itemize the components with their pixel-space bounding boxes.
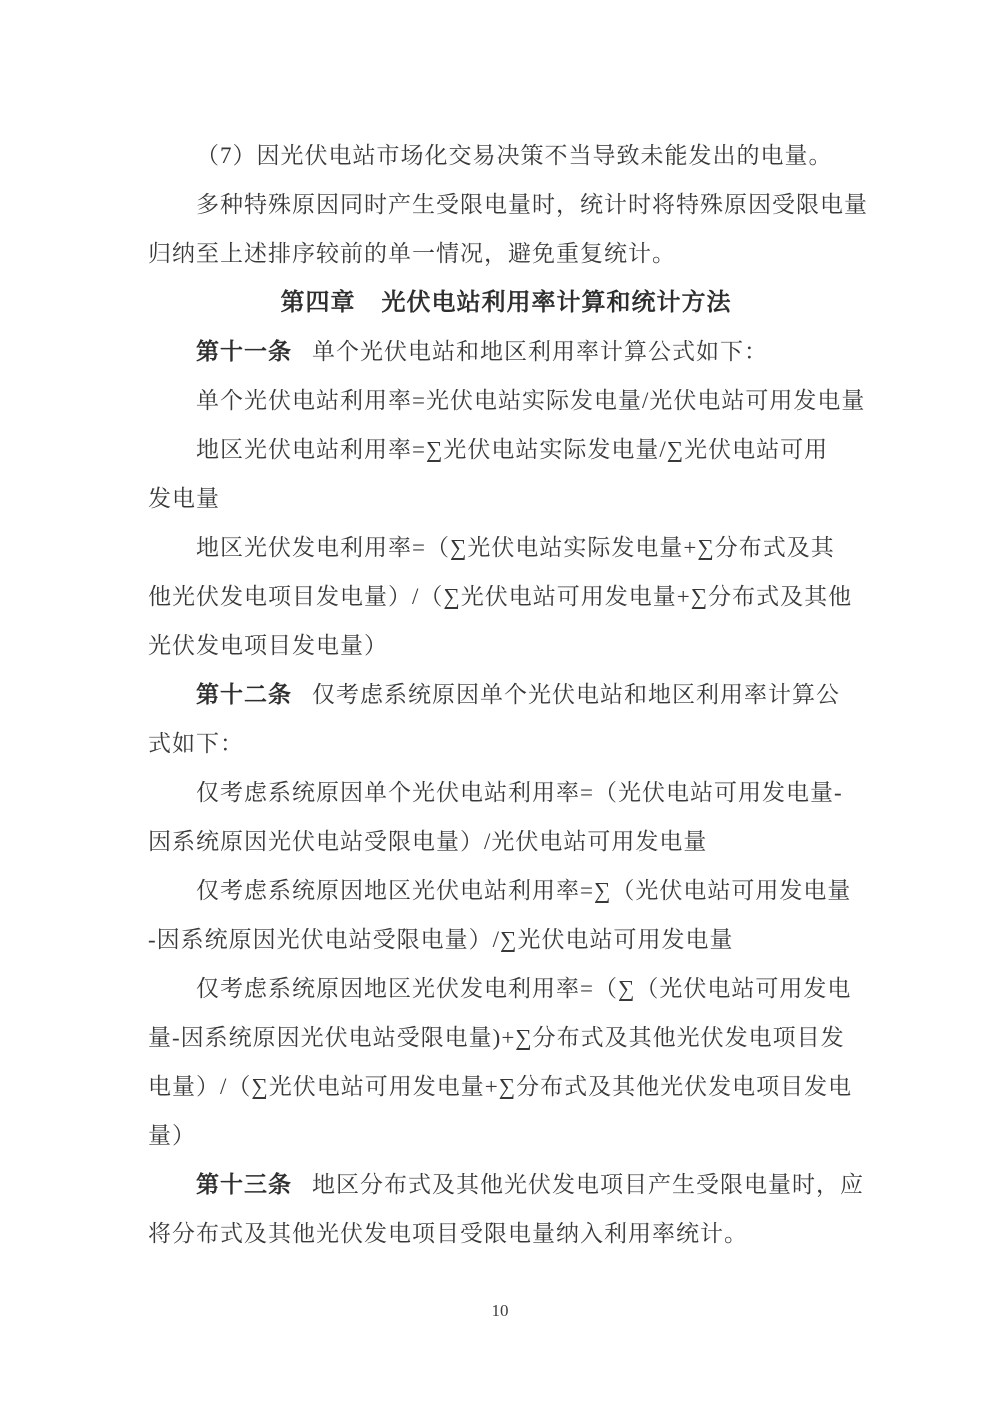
article-number: 第十一条 [196, 338, 292, 364]
text-line [148, 425, 864, 474]
line-text: 他光伏发电项目发电量）/（∑光伏电站可用发电量+∑分布式及其他 [148, 584, 853, 609]
line-text: （7）因光伏电站市场化交易决策不当导致未能发出的电量。 [196, 143, 833, 168]
document-body [148, 131, 868, 1258]
text-line [148, 817, 864, 866]
text-line [148, 376, 864, 425]
line-text: 多种特殊原因同时产生受限电量时，统计时将特殊原因受限电量 [196, 192, 868, 217]
text-line [148, 180, 868, 229]
text-line [148, 915, 864, 964]
text-line [148, 768, 864, 817]
chapter-heading [148, 278, 864, 327]
line-text: 归纳至上述排序较前的单一情况，避免重复统计。 [148, 241, 676, 266]
text-line [148, 670, 864, 719]
text-line [148, 1209, 864, 1258]
text-line [148, 229, 864, 278]
line-text: 单个光伏电站利用率=光伏电站实际发电量/光伏电站可用发电量 [196, 388, 866, 413]
page-number: 10 [491, 1301, 509, 1320]
line-text: 量） [148, 1123, 196, 1148]
line-text: 发电量 [148, 486, 220, 511]
text-line [148, 719, 864, 768]
line-text: 仅考虑系统原因单个光伏电站利用率=（光伏电站可用发电量- [196, 780, 843, 805]
line-text: -因系统原因光伏电站受限电量）/∑光伏电站可用发电量 [148, 927, 734, 952]
line-text: 单个光伏电站和地区利用率计算公式如下： [312, 339, 768, 364]
article-number: 第十三条 [196, 1171, 292, 1197]
line-text: 因系统原因光伏电站受限电量）/光伏电站可用发电量 [148, 829, 708, 854]
line-text: 地区光伏电站利用率=∑光伏电站实际发电量/∑光伏电站可用 [196, 437, 829, 462]
text-line [148, 474, 864, 523]
text-line [148, 866, 864, 915]
article-number: 第十二条 [196, 681, 292, 707]
text-line [148, 327, 864, 376]
line-text: 地区分布式及其他光伏发电项目产生受限电量时，应 [312, 1172, 864, 1197]
text-line [148, 621, 864, 670]
line-text: 仅考虑系统原因地区光伏电站利用率=∑（光伏电站可用发电量 [196, 878, 852, 903]
text-line [148, 523, 864, 572]
line-text: 光伏电站利用率计算和统计方法 [381, 289, 732, 316]
line-text: 仅考虑系统原因地区光伏发电利用率=（∑（光伏电站可用发电 [196, 976, 852, 1001]
line-text: 量-因系统原因光伏电站受限电量)+∑分布式及其他光伏发电项目发 [148, 1025, 845, 1050]
line-text: 光伏发电项目发电量） [148, 633, 388, 658]
line-text: 式如下： [148, 731, 244, 756]
text-line [148, 964, 864, 1013]
line-text: 将分布式及其他光伏发电项目受限电量纳入利用率统计。 [148, 1221, 748, 1246]
text-line [148, 1013, 864, 1062]
line-text: 地区光伏发电利用率=（∑光伏电站实际发电量+∑分布式及其 [196, 535, 835, 560]
text-line [148, 1160, 864, 1209]
text-line [148, 572, 864, 621]
chapter-number: 第四章 [280, 289, 356, 316]
text-line [148, 1111, 864, 1160]
text-line [148, 131, 864, 180]
text-line [148, 1062, 864, 1111]
line-text: 仅考虑系统原因单个光伏电站和地区利用率计算公 [312, 682, 840, 707]
line-text: 电量）/（∑光伏电站可用发电量+∑分布式及其他光伏发电项目发电 [148, 1074, 853, 1099]
